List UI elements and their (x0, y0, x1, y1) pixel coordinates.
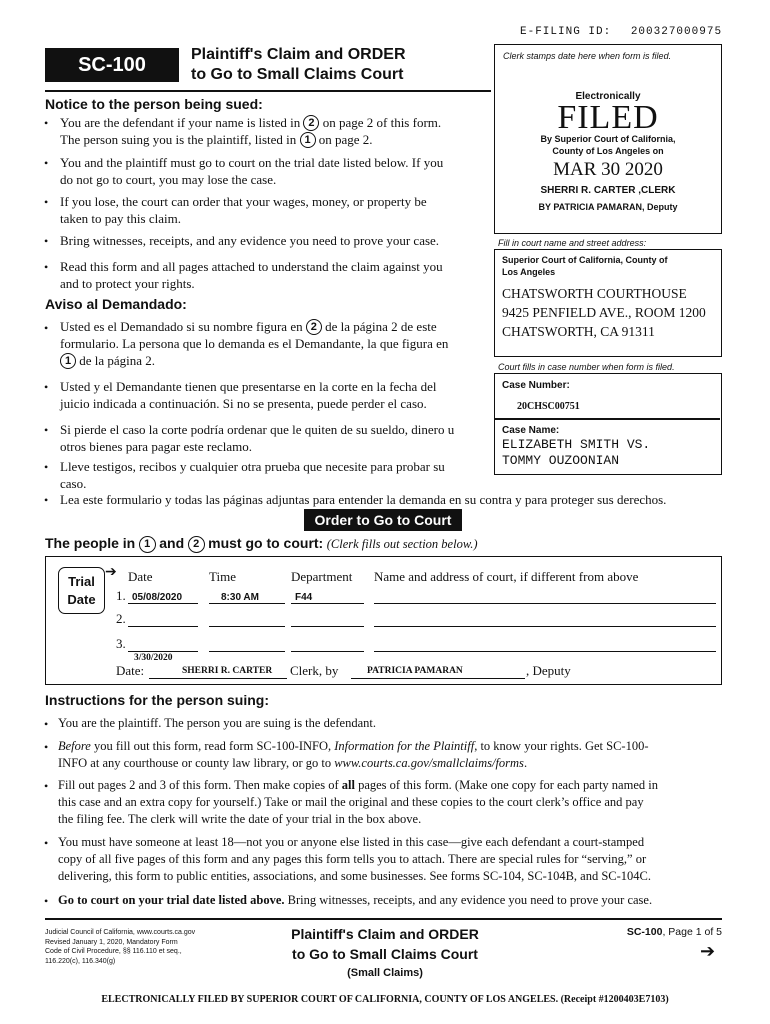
notice-b1-a: You are the defendant if your name is listed in (60, 115, 301, 130)
instr-5-bold: Go to court on your trial date listed above. (58, 893, 285, 907)
notice-bullet-3 (60, 193, 490, 227)
sign-date-label: Date: (116, 663, 145, 678)
court-address-line2: 9425 PENFIELD AVE., ROOM 1200 (502, 305, 706, 320)
trial-row1-num: 1. (116, 588, 126, 603)
court-name-line1: Superior Court of California, County of (502, 255, 668, 265)
efiling-id-label: E-FILING ID: (520, 26, 612, 38)
instr-3-all: all (341, 778, 355, 792)
people-a: The people in (45, 535, 136, 551)
trial-row1-court-line (374, 603, 716, 604)
aviso-b2-line1: Usted y el Demandante tienen que presentarse en la corte en la fecha del (60, 379, 437, 394)
case-box-caption: Court fills in case number when form is filed. (498, 362, 675, 372)
stamp-by-line2: County of Los Angeles on (552, 146, 664, 156)
sign-date-value: 3/30/2020 (134, 653, 173, 663)
notice-b2-line2: do not go to court, you may lose the case. (60, 172, 277, 187)
case-box (494, 373, 722, 475)
trial-label-line2: Date (67, 592, 96, 607)
notice-bullet-2-dot: • (44, 156, 49, 170)
trial-row2-dept-line (291, 626, 364, 627)
clerk-stamp-caption: Clerk stamps date here when form is filed. (503, 51, 672, 61)
aviso-b4-line1: Lleve testigos, recibos y cualquier otra prueba que necesite para probar su (60, 459, 445, 474)
notice-b1-b: on page 2 of this form. (322, 115, 442, 130)
col-court-name: Name and address of court, if different from above (374, 569, 639, 584)
stamp-filed: FILED (557, 99, 659, 136)
instr-4-dot: • (44, 836, 49, 850)
instr-3-a: Fill out pages 2 and 3 of this form. Then make copies of (58, 778, 339, 792)
clerk-stamp-box (494, 44, 722, 234)
instr-1-dot: • (44, 717, 49, 731)
court-address-line3: CHATSWORTH, CA 91311 (502, 324, 655, 339)
footer-title-line1: Plaintiff's Claim and ORDER (291, 926, 479, 942)
case-name-label: Case Name: (502, 425, 560, 436)
sign-clerk-by: Clerk, by (290, 663, 339, 678)
instr-2-c: Information for the Plaintiff (334, 739, 475, 753)
sign-date-line (149, 678, 287, 679)
court-address-line1: CHATSWORTH COURTHOUSE (502, 286, 687, 301)
instr-4-line3: delivering, this form to public entities, associations, and some businesses. See forms SC-104, SC-104B, and SC-104C. (58, 869, 652, 883)
aviso-bullet-3 (60, 421, 490, 455)
trial-row2-date-line (128, 626, 198, 627)
footer-left-line1: Judicial Council of California, www.courts.ca.gov (45, 929, 196, 936)
notice-b5-line2: and to protect your rights. (60, 276, 195, 291)
trial-date-box (45, 556, 722, 685)
sign-deputy-name: PATRICIA PAMARAN (367, 666, 463, 676)
trial-row1-date: 05/08/2020 (132, 592, 183, 603)
aviso-b3-line2: otros bienes para pagar este reclamo. (60, 439, 253, 454)
trial-row1-dept-line (291, 603, 364, 604)
footer-title-line2: to Go to Small Claims Court (292, 946, 478, 962)
form-title-line1: Plaintiff's Claim and ORDER (191, 46, 406, 63)
stamp-by-line1: By Superior Court of California, (540, 134, 676, 144)
instr-2-d: , to know your rights. Get SC-100- (474, 739, 649, 753)
instr-2-b: you fill out this form, read form SC-100-INFO, (93, 739, 332, 753)
instr-2 (58, 738, 728, 772)
notice-b3-line2: taken to pay this claim. (60, 211, 181, 226)
trial-label-line1: Trial (68, 574, 95, 589)
footer-title-line3: (Small Claims) (347, 967, 423, 979)
sign-deputy-line (351, 678, 525, 679)
instr-3-b: pages of this form. (Make one copy for each party named in (358, 778, 658, 792)
notice-bullet-4: Bring witnesses, receipts, and any evidence you need to prove your case. (60, 233, 440, 248)
notice-b3-line1: If you lose, the court can order that your wages, money, or property be (60, 194, 427, 209)
footer-left-line4: 116.220(c), 116.340(g) (45, 957, 116, 965)
instr-2-line2-c: . (523, 756, 528, 770)
instr-3 (58, 777, 728, 828)
notice-b5-line1: Read this form and all pages attached to understand the claim against you (60, 259, 443, 274)
trial-row3-date-line (128, 651, 198, 652)
court-name-line2: Los Angeles (502, 267, 556, 277)
notice-bullet-2 (60, 154, 490, 188)
col-time: Time (209, 569, 236, 584)
notice-bullet-5-dot: • (44, 260, 49, 274)
people-item-1-marker: 1 (139, 536, 156, 553)
form-title-line2: to Go to Small Claims Court (191, 66, 404, 83)
court-box-caption: Fill in court name and street address: (498, 238, 647, 248)
court-address-box (494, 249, 722, 357)
aviso-bullet-2 (60, 378, 490, 412)
instr-4 (58, 834, 728, 885)
footer-left-line2: Revised January 1, 2020, Mandatory Form (45, 938, 178, 946)
notice-b2-line1: You and the plaintiff must go to court on the trial date listed below. If you (60, 155, 444, 170)
notice-bullet-4-dot: • (44, 234, 49, 248)
form-title (191, 45, 406, 85)
footer-left-line3: Code of Civil Procedure, §§ 116.110 et seq., (45, 948, 182, 955)
forms-link[interactable]: www.courts.ca.gov/smallclaims/forms (334, 756, 524, 770)
aviso-bullet-2-dot: • (44, 380, 49, 394)
item-2-marker: 2 (303, 115, 319, 131)
trial-row3-time-line (209, 651, 285, 652)
header-rule (45, 90, 491, 92)
trial-date-label (58, 567, 105, 614)
trial-arrow-icon: ➔ (105, 565, 117, 580)
aviso-b4-line2: caso. (60, 476, 87, 491)
instr-4-line1: You must have someone at least 18—not you or anyone else listed in this case—give each defendant a court-stamped (58, 835, 645, 849)
trial-row1-date-line (128, 603, 198, 604)
instr-3-dot: • (44, 779, 49, 793)
item-1-marker: 1 (300, 132, 316, 148)
case-name-line2: TOMMY OUZOONIAN (502, 453, 620, 468)
item-1-marker-es: 1 (60, 353, 76, 369)
stamp-by (495, 133, 721, 157)
notice-bullet-1 (60, 114, 490, 148)
aviso-bullet-3-dot: • (44, 423, 49, 437)
case-number-value: 20CHSC00751 (517, 401, 580, 412)
notice-b1-d: on page 2. (318, 132, 373, 147)
people-note: (Clerk fills out section below.) (326, 537, 478, 551)
notice-bullet-5 (60, 258, 490, 292)
stamp-clerk: SHERRI R. CARTER ,CLERK (540, 185, 676, 196)
item-2-marker-es: 2 (306, 319, 322, 335)
people-and: and (159, 535, 185, 551)
stamp-electronically: Electronically (575, 91, 641, 102)
aviso-bullet-4-dot: • (44, 460, 49, 474)
aviso-b1-a: Usted es el Demandado si su nombre figura en (60, 319, 303, 334)
stamp-date: MAR 30 2020 (553, 159, 663, 180)
footer-left (45, 928, 195, 966)
trial-row2-num: 2. (116, 611, 126, 626)
efiling-id-value: 200327000975 (630, 26, 723, 38)
col-department: Department (291, 569, 353, 584)
footer-page (600, 926, 722, 938)
aviso-bullet-5-dot: • (44, 493, 49, 507)
case-name-line1: ELIZABETH SMITH VS. (502, 437, 651, 452)
case-name-value (502, 437, 650, 469)
court-address (502, 284, 706, 341)
sign-deputy-suffix: , Deputy (526, 663, 571, 678)
notice-b1-c: The person suing you is the plaintiff, listed in (60, 132, 297, 147)
instr-2-a: Before (58, 739, 91, 753)
footer-page-code: SC-100 (626, 926, 663, 938)
aviso-b1-b: de la página 2 de este (325, 319, 437, 334)
form-code-badge: SC-100 (45, 48, 179, 82)
aviso-b1-c: formulario. La persona que lo demanda es el Demandante, la que figura en (60, 336, 449, 351)
aviso-b2-line2: juicio indicada a continuación. Si no se presenta, puede perder el caso. (60, 396, 427, 411)
instr-1: You are the plaintiff. The person you are suing is the defendant. (58, 716, 376, 730)
trial-row1-time: 8:30 AM (221, 592, 259, 603)
instr-3-line3: the filing fee. The clerk will write the date of your trial in the box above. (58, 812, 422, 826)
notice-heading: Notice to the person being sued: (45, 96, 263, 112)
instr-5-dot: • (44, 894, 49, 908)
aviso-bullet-1-dot: • (44, 321, 49, 335)
aviso-b3-line1: Si pierde el caso la corte podría ordenar que le quiten de su sueldo, dinero u (60, 422, 455, 437)
instr-5 (58, 892, 728, 909)
aviso-bullet-1 (60, 318, 490, 369)
electronic-filing-notice: ELECTRONICALLY FILED BY SUPERIOR COURT OF CALIFORNIA, COUNTY OF LOS ANGELES. (Receipt #1200403E7103) (101, 994, 669, 1005)
instr-4-line2: copy of all five pages of this form and any pages this form tells you to attach. There are special rules for “serving,” or (58, 852, 647, 866)
trial-row2-time-line (209, 626, 285, 627)
people-item-2-marker: 2 (188, 536, 205, 553)
instructions-heading: Instructions for the person suing: (45, 692, 270, 708)
trial-row3-num: 3. (116, 636, 126, 651)
order-banner: Order to Go to Court (304, 509, 462, 531)
footer-page-text: , Page 1 of 5 (662, 926, 722, 938)
aviso-bullet-4 (60, 458, 490, 492)
aviso-bullet-5: Lea este formulario y todas las páginas adjuntas para entender la demanda en su contra y para proteger sus derechos. (60, 492, 667, 507)
next-page-arrow-icon[interactable]: ➔ (700, 941, 716, 961)
trial-row3-court-line (374, 651, 716, 652)
trial-row1-dept: F44 (295, 592, 313, 603)
case-box-divider (495, 418, 720, 420)
aviso-heading: Aviso al Demandado: (45, 296, 187, 312)
instr-3-line2: this case and an extra copy for yourself.) Take or mail the original and these copies to the court clerk’s office and pay (58, 795, 644, 809)
footer-title (250, 924, 520, 982)
trial-row1-time-line (209, 603, 285, 604)
footer-rule (45, 918, 722, 920)
aviso-b1-d: de la página 2. (79, 353, 156, 368)
notice-bullet-1-dot: • (44, 116, 49, 130)
people-b: must go to court: (208, 535, 324, 551)
efiling-id (520, 26, 722, 38)
instr-2-line2-a: INFO at any courthouse or county law library, or go to (58, 756, 332, 770)
people-must-go (45, 535, 478, 553)
trial-row3-dept-line (291, 651, 364, 652)
case-number-label: Case Number: (502, 380, 570, 391)
court-name (502, 254, 668, 278)
sign-clerk-name: SHERRI R. CARTER (182, 666, 273, 676)
col-date: Date (128, 569, 153, 584)
stamp-deputy: BY PATRICIA PAMARAN, Deputy (538, 202, 678, 212)
trial-row2-court-line (374, 626, 716, 627)
notice-bullet-3-dot: • (44, 195, 49, 209)
instr-2-dot: • (44, 740, 49, 754)
instr-5-rest: Bring witnesses, receipts, and any evidence you need to prove your case. (287, 893, 653, 907)
